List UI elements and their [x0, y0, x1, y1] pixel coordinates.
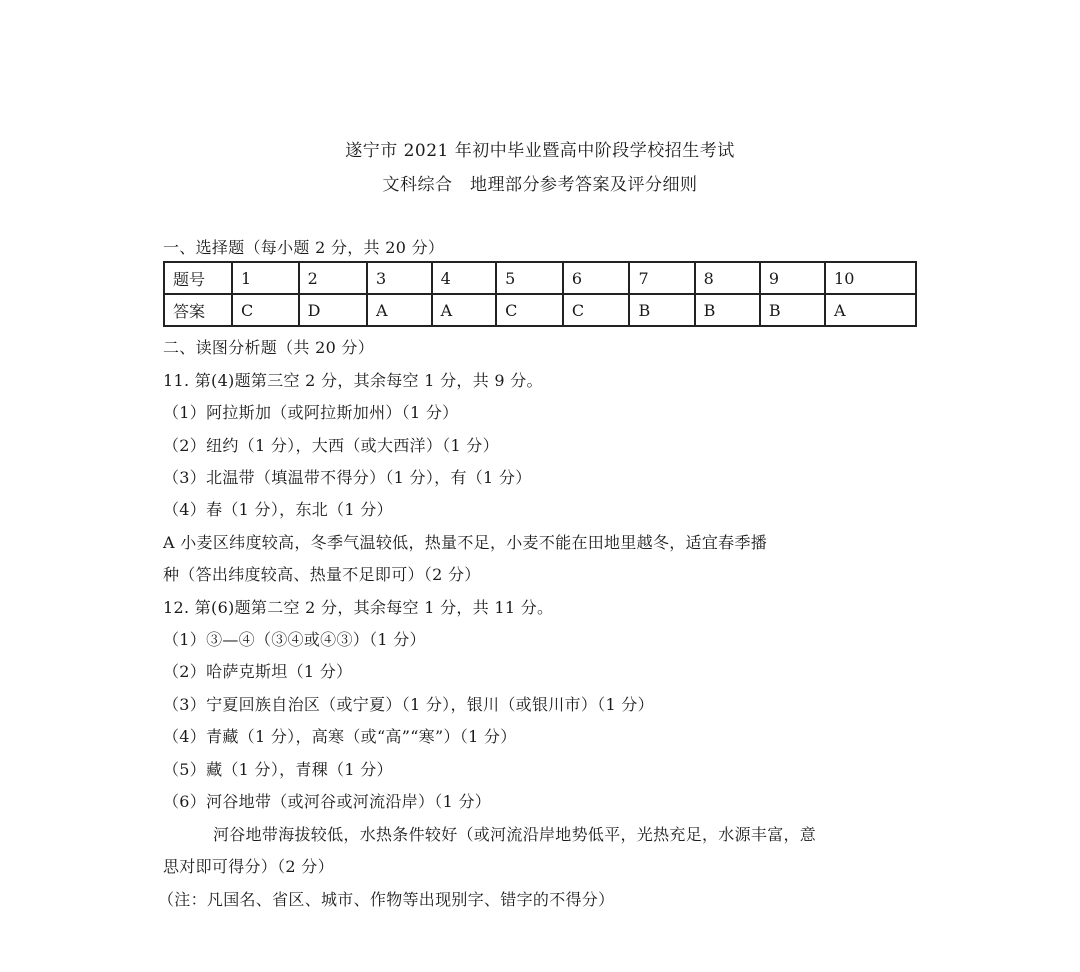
q11-answer-1: （1）阿拉斯加（或阿拉斯加州）（1 分）	[163, 403, 459, 422]
q12-answer-6-detail-line2: 思对即可得分）（2 分）	[163, 857, 334, 876]
table-cell: C	[496, 294, 563, 326]
q11-answer-4: （4）春（1 分），东北（1 分）	[163, 500, 393, 519]
q11-answer-3: （3）北温带（填温带不得分）（1 分），有（1 分）	[163, 468, 532, 487]
table-row-numbers	[164, 262, 916, 294]
table-cell: 3	[367, 262, 432, 294]
table-cell: B	[695, 294, 760, 326]
q11-answer-5-line2: 种（答出纬度较高、热量不足即可）（2 分）	[163, 565, 481, 584]
table-cell: 1	[232, 262, 299, 294]
table-cell: D	[299, 294, 367, 326]
table-cell: A	[367, 294, 432, 326]
table-cell: 5	[496, 262, 563, 294]
table-cell: 4	[432, 262, 497, 294]
q11-answer-5-line1: A 小麦区纬度较高，冬季气温较低，热量不足，小麦不能在田地里越冬，适宜春季播	[163, 533, 768, 552]
table-cell: 10	[825, 262, 916, 294]
table-cell: B	[760, 294, 825, 326]
q12-answer-2: （2）哈萨克斯坦（1 分）	[163, 662, 353, 681]
q12-intro: 12. 第(6)题第二空 2 分，其余每空 1 分，共 11 分。	[163, 598, 554, 617]
note: （注：凡国名、省区、城市、作物等出现别字、错字的不得分）	[158, 890, 615, 909]
answer-table	[163, 261, 917, 327]
row-label-answer: 答案	[164, 294, 232, 326]
table-row-answers	[164, 294, 916, 326]
q12-answer-1: （1）③—④（③④或④③）（1 分）	[163, 630, 426, 649]
table-cell: 7	[629, 262, 694, 294]
document-title: 遂宁市 2021 年初中毕业暨高中阶段学校招生考试	[345, 141, 735, 161]
table-cell: C	[232, 294, 299, 326]
table-cell: 2	[299, 262, 367, 294]
q12-answer-3: （3）宁夏回族自治区（或宁夏）（1 分），银川（或银川市）（1 分）	[163, 695, 654, 714]
table-cell: A	[432, 294, 497, 326]
q12-answer-4: （4）青藏（1 分），高寒（或“高”“寒”）（1 分）	[163, 727, 517, 746]
q12-answer-6: （6）河谷地带（或河谷或河流沿岸）（1 分）	[163, 792, 492, 811]
table-cell: 9	[760, 262, 825, 294]
q12-answer-5: （5）藏（1 分），青稞（1 分）	[163, 760, 393, 779]
q11-intro: 11. 第(4)题第三空 2 分，其余每空 1 分，共 9 分。	[163, 371, 543, 390]
section1-heading: 一、选择题（每小题 2 分，共 20 分）	[163, 238, 445, 257]
document-subtitle: 文科综合 地理部分参考答案及评分细则	[382, 175, 698, 195]
table-cell: 6	[563, 262, 630, 294]
q11-answer-2: （2）纽约（1 分），大西（或大西洋）（1 分）	[163, 436, 499, 455]
table-cell: 8	[695, 262, 760, 294]
table-cell: C	[563, 294, 630, 326]
section2-heading: 二、读图分析题（共 20 分）	[163, 338, 375, 357]
table-cell: B	[629, 294, 694, 326]
table-cell: A	[825, 294, 916, 326]
q12-answer-6-detail-line1: 河谷地带海拔较低，水热条件较好（或河流沿岸地势低平，光热充足，水源丰富，意	[213, 825, 817, 844]
row-label-number: 题号	[164, 262, 232, 294]
